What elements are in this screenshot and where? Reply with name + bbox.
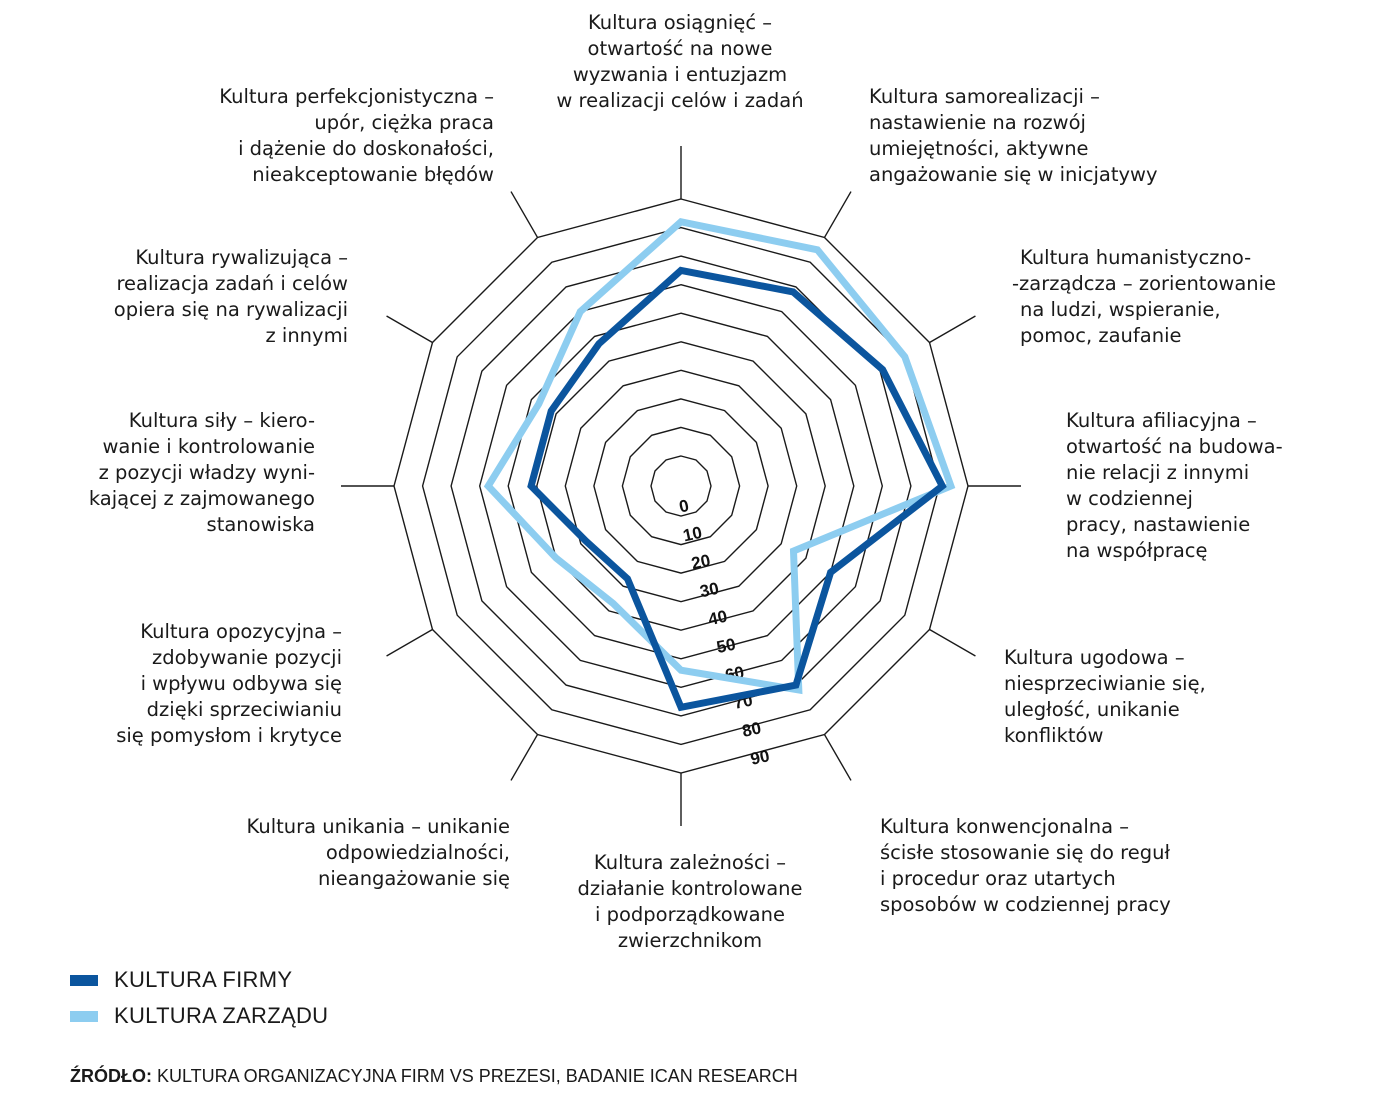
label-line: angażowanie się w inicjatywy	[869, 163, 1158, 186]
label-line: Kultura humanistyczno-	[1020, 246, 1252, 269]
category-label-3	[1066, 408, 1316, 564]
label-line: Kultura afiliacyjna –	[1066, 409, 1257, 432]
axis-spoke-11	[511, 192, 538, 238]
label-line: Kultura zależności –	[593, 851, 787, 874]
grid-ring-60	[480, 285, 883, 688]
label-line: Kultura perfekcjonistyczna –	[219, 85, 494, 108]
category-label-5	[880, 814, 1210, 918]
source-label: ŹRÓDŁO:	[70, 1066, 152, 1086]
label-line: otwartość na nowe	[587, 37, 773, 60]
label-line: w realizacji celów i zadań	[556, 89, 804, 112]
label-line: uległość, unikanie	[1004, 698, 1180, 721]
label-line: realizacja zadań i celów	[116, 272, 348, 295]
category-label-11	[170, 84, 494, 188]
category-label-1	[869, 84, 1189, 188]
category-label-2	[1012, 245, 1312, 349]
label-line: otwartość na budowa-	[1066, 435, 1283, 458]
label-line: sposobów w codziennej pracy	[880, 893, 1171, 916]
label-line: kającej z zajmowanego	[88, 487, 315, 510]
axis-spoke-2	[930, 316, 976, 343]
radial-tick-labels	[677, 496, 771, 769]
grid-ring-30	[565, 370, 796, 601]
source-note	[70, 1066, 798, 1087]
label-line: z innymi	[265, 324, 348, 347]
label-line: i wpływu odbywa się	[140, 672, 342, 695]
label-line: wyzwania i entuzjazm	[572, 63, 788, 86]
label-line: zwierzchnikom	[617, 929, 763, 952]
axis-spoke-7	[511, 735, 538, 781]
label-line: upór, ciężka praca	[314, 111, 494, 134]
label-line: Kultura opozycyjna –	[140, 620, 342, 643]
label-line: niesprzeciwianie się,	[1004, 672, 1206, 695]
label-line: nie relacji z innymi	[1066, 461, 1250, 484]
label-line: -zarządcza – zorientowanie	[1012, 272, 1277, 295]
tick-label-70: 70	[731, 690, 755, 713]
grid-ring-70	[451, 256, 911, 716]
tick-label-80: 80	[740, 718, 763, 741]
category-label-6	[555, 850, 825, 954]
tick-label-40: 40	[706, 606, 729, 630]
category-label-8	[90, 619, 342, 749]
label-line: wanie i kontrolowanie	[102, 435, 315, 458]
label-line: nastawienie na rozwój	[869, 111, 1086, 134]
label-line: nieangażowanie się	[317, 867, 510, 890]
label-line: na współpracę	[1066, 539, 1208, 562]
legend-swatch	[70, 1011, 98, 1022]
tick-label-60: 60	[723, 662, 746, 686]
label-line: Kultura rywalizująca –	[135, 246, 348, 269]
axis-spoke-8	[387, 630, 433, 657]
category-label-4	[1004, 645, 1244, 749]
label-line: opiera się na rywalizacji	[113, 298, 348, 321]
label-line: na ludzi, wspieranie,	[1020, 298, 1221, 321]
tick-label-50: 50	[714, 634, 738, 658]
category-label-9	[60, 408, 315, 538]
tick-label-90: 90	[748, 746, 772, 769]
category-label-0	[530, 10, 830, 114]
legend-label: KULTURA ZARZĄDU	[114, 1003, 329, 1028]
label-line: i podporządkowane	[595, 903, 785, 926]
grid-ring-40	[537, 342, 825, 630]
axis-spoke-10	[387, 316, 433, 343]
label-line: się pomysłom i krytyce	[116, 724, 342, 747]
label-line: Kultura siły – kiero-	[128, 409, 315, 432]
axis-spoke-5	[825, 735, 852, 781]
label-line: umiejętności, aktywne	[869, 137, 1089, 160]
legend	[70, 962, 328, 1034]
legend-item-zarzadu	[70, 998, 328, 1034]
label-line: stanowiska	[206, 513, 315, 536]
label-line: Kultura unikania – unikanie	[246, 815, 510, 838]
tick-label-30: 30	[698, 578, 721, 602]
label-line: Kultura samorealizacji –	[869, 85, 1100, 108]
grid-ring-20	[594, 399, 768, 573]
series-line-kultura-firmy	[531, 270, 942, 707]
label-line: w codziennej	[1066, 487, 1193, 510]
source-text: KULTURA ORGANIZACYJNA FIRM VS PREZESI, BADANIE ICAN RESEARCH	[151, 1066, 798, 1086]
label-line: pomoc, zaufanie	[1020, 324, 1182, 347]
radar-grid	[394, 199, 968, 773]
category-label-10	[80, 245, 348, 349]
label-line: Kultura konwencjonalna –	[880, 815, 1130, 838]
label-line: i procedur oraz utartych	[880, 867, 1116, 890]
tick-label-0: 0	[677, 495, 691, 517]
label-line: Kultura ugodowa –	[1004, 646, 1185, 669]
label-line: ścisłe stosowanie się do reguł	[880, 841, 1171, 864]
label-line: odpowiedzialności,	[325, 841, 510, 864]
category-label-7	[200, 814, 510, 892]
axis-spoke-1	[825, 192, 852, 238]
label-line: nieakceptowanie błędów	[252, 163, 494, 186]
label-line: dzięki sprzeciwianiu	[146, 698, 342, 721]
legend-item-firmy	[70, 962, 328, 998]
legend-label: KULTURA FIRMY	[114, 967, 293, 992]
tick-label-10: 10	[681, 522, 704, 546]
axis-spoke-4	[930, 630, 976, 657]
label-line: z pozycji władzy wyni-	[98, 461, 315, 484]
label-line: konfliktów	[1004, 724, 1104, 747]
label-line: zdobywanie pozycji	[152, 646, 342, 669]
label-line: działanie kontrolowane	[577, 877, 803, 900]
radar-spokes	[341, 146, 1021, 826]
tick-label-20: 20	[689, 550, 713, 574]
label-line: pracy, nastawienie	[1066, 513, 1251, 536]
label-line: Kultura osiągnięć –	[587, 11, 773, 34]
legend-swatch	[70, 975, 98, 986]
label-line: i dążenie do doskonałości,	[238, 137, 494, 160]
